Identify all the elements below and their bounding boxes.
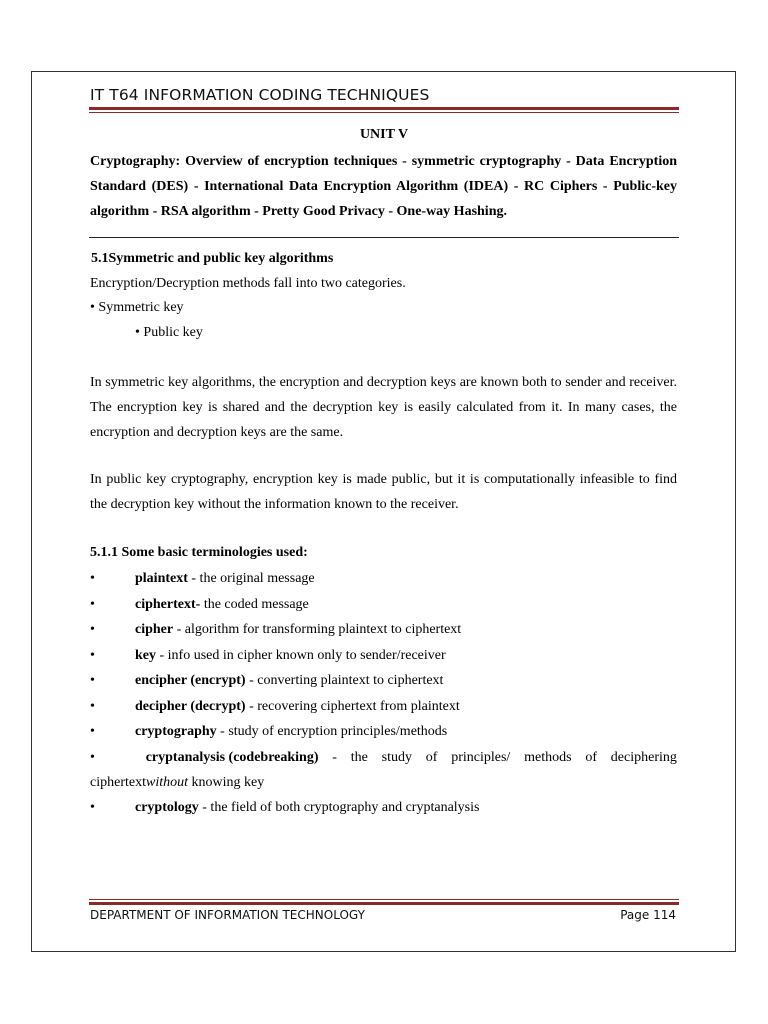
definition: - the field of both cryptography and cryptanalysis (198, 800, 480, 815)
section-heading-5-1-1: 5.1.1 Some basic terminologies used: (90, 545, 308, 560)
continuation-prefix: ciphertext (90, 775, 146, 790)
header-rule-thin (89, 112, 679, 113)
term: encipher (encrypt) (135, 673, 246, 688)
continuation-suffix: knowing key (188, 775, 265, 790)
section-heading-5-1: 5.1Symmetric and public key algorithms (91, 251, 334, 266)
definition: - study of encryption principles/methods (216, 724, 448, 739)
paragraph-public: In public key cryptography, encryption key is made public, but it is computationally infeasible to find the decryption key without the information known to the receiver. (90, 472, 677, 512)
unit-title: UNIT V (359, 127, 409, 142)
bullet: • (90, 673, 95, 688)
bullet: • (90, 724, 95, 739)
header-rule-thick (89, 107, 679, 110)
bullet: • (90, 622, 95, 637)
definition-word: deciphering (610, 750, 677, 765)
footer-department: DEPARTMENT OF INFORMATION TECHNOLOGY (90, 908, 365, 922)
definition: - recovering ciphertext from plaintext (245, 698, 460, 714)
definition-word: of (425, 750, 438, 765)
section-divider (89, 237, 679, 238)
definition: - info used in cipher known only to sender/receiver (156, 647, 446, 663)
definition: - the original message (187, 571, 315, 586)
bullet: • (90, 698, 95, 714)
bullet: • (90, 596, 95, 612)
definition: - converting plaintext to ciphertext (245, 673, 444, 688)
continuation-italic: without (145, 775, 188, 790)
footer-rule-thick (89, 902, 679, 905)
term: cryptanalysis (codebreaking) (145, 750, 319, 765)
cryptanalysis-line (90, 745, 677, 770)
definition-word: the (350, 750, 368, 765)
footer-rule-thin (89, 899, 679, 900)
unit-overview: Cryptography: Overview of encryption techniques - symmetric cryptography - Data Encryption Standard (DES) - International Data Encryption Algorithm (IDEA) - RC Ciphers - Public-key algorithm - RSA algorithm - Pretty Good Privacy - One-way Hashing. (90, 154, 677, 219)
term: key (135, 647, 156, 663)
definition: - algorithm for transforming plaintext to ciphertext (173, 622, 462, 637)
definition-word: of (585, 750, 597, 765)
definition-word: - (332, 750, 337, 765)
cryptanalysis-continuation (90, 770, 677, 795)
term: cipher (135, 622, 174, 637)
list-item-cryptanalysis (90, 745, 677, 795)
term: decipher (decrypt) (135, 698, 246, 714)
bullet: • (90, 750, 95, 765)
bullet: • (90, 800, 95, 815)
term: plaintext (135, 571, 188, 586)
definition: the coded message (200, 596, 309, 612)
bullet: • (90, 647, 95, 663)
term: cryptography (135, 724, 217, 739)
term: cryptology (135, 800, 199, 815)
list-item-public-key: • Public key (135, 325, 203, 340)
bullet: • (90, 571, 95, 586)
section-intro: Encryption/Decryption methods fall into two categories. (90, 276, 406, 291)
paragraph-symmetric: In symmetric key algorithms, the encryption and decryption keys are known both to sender and receiver. The encryption key is shared and the decryption key is easily calculated from it. In many cases, the encryption and decryption keys are the same. (90, 375, 677, 440)
list-item-symmetric-key: • Symmetric key (90, 300, 184, 315)
definition-word: principles/ (451, 750, 511, 765)
header-title: IT T64 INFORMATION CODING TECHNIQUES (90, 86, 430, 104)
footer-page-number: Page 114 (620, 908, 676, 922)
definition-word: study (381, 750, 412, 765)
term: ciphertext- (135, 596, 201, 612)
definition-word: methods (524, 750, 572, 765)
